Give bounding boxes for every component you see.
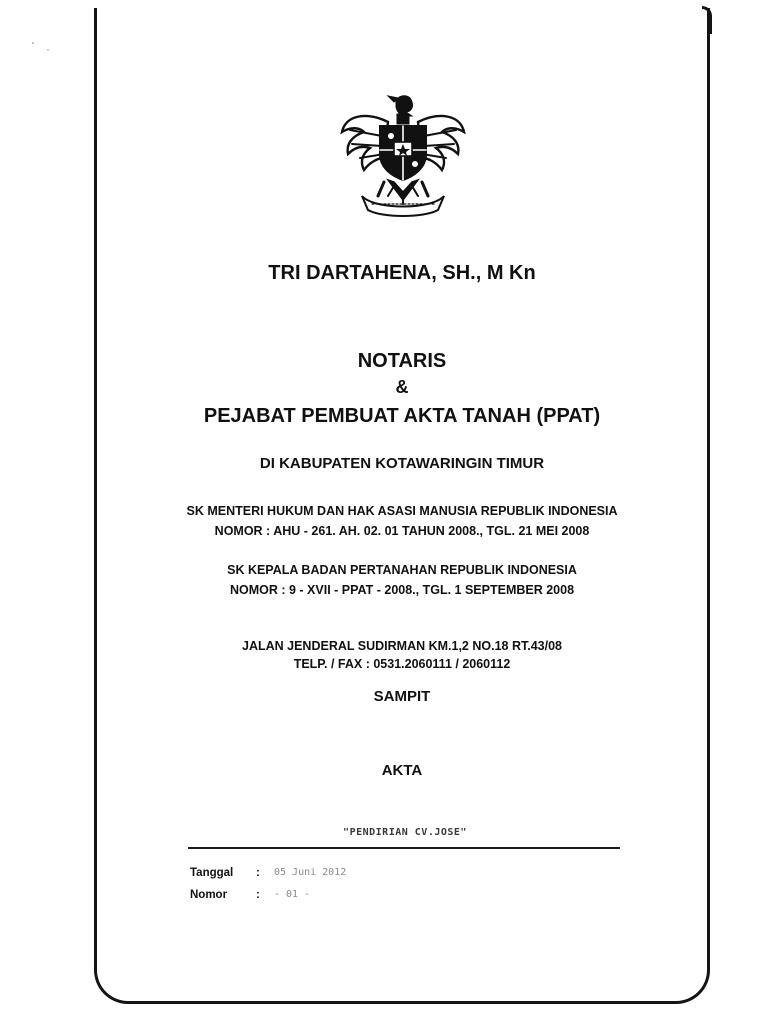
title-notaris: NOTARIS [357, 350, 447, 372]
office-city: SAMPIT [373, 688, 431, 705]
deed-heading: AKTA [381, 762, 423, 779]
title-ppat: PEJABAT PEMBUAT AKTA TANAH (PPAT) [203, 405, 601, 427]
date-value: 05 Juni 2012 [274, 867, 347, 878]
deed-name: "PENDIRIAN CV.JOSE" [343, 827, 467, 838]
office-address: JALAN JENDERAL SUDIRMAN KM.1,2 NO.18 RT.43/08 [242, 639, 562, 653]
decree-2-title: SK KEPALA BADAN PERTANAHAN REPUBLIK INDONESIA [227, 563, 577, 577]
date-label: Tanggal [190, 867, 234, 879]
office-phone: TELP. / FAX : 0531.2060111 / 2060112 [293, 657, 511, 671]
title-ampersand: & [395, 377, 409, 397]
decree-1-number: NOMOR : AHU - 261. AH. 02. 01 TAHUN 2008., TGL. 21 MEI 2008 [214, 524, 590, 538]
border-top-right-corner [702, 6, 712, 34]
date-separator: : [256, 867, 260, 879]
scan-specks [30, 40, 60, 54]
garuda-emblem-icon [338, 92, 468, 217]
number-label: Nomor [190, 889, 228, 901]
deed-divider [188, 847, 620, 849]
decree-2-number: NOMOR : 9 - XVII - PPAT - 2008., TGL. 1 SEPTEMBER 2008 [229, 583, 575, 597]
number-separator: : [256, 889, 260, 901]
border-top-left-edge [94, 8, 97, 28]
jurisdiction: DI KABUPATEN KOTAWARINGIN TIMUR [259, 455, 545, 472]
number-value: - 01 - [274, 889, 311, 900]
notary-name: TRI DARTAHENA, SH., M Kn [268, 262, 536, 284]
decree-1-title: SK MENTERI HUKUM DAN HAK ASASI MANUSIA REPUBLIK INDONESIA [186, 504, 618, 518]
